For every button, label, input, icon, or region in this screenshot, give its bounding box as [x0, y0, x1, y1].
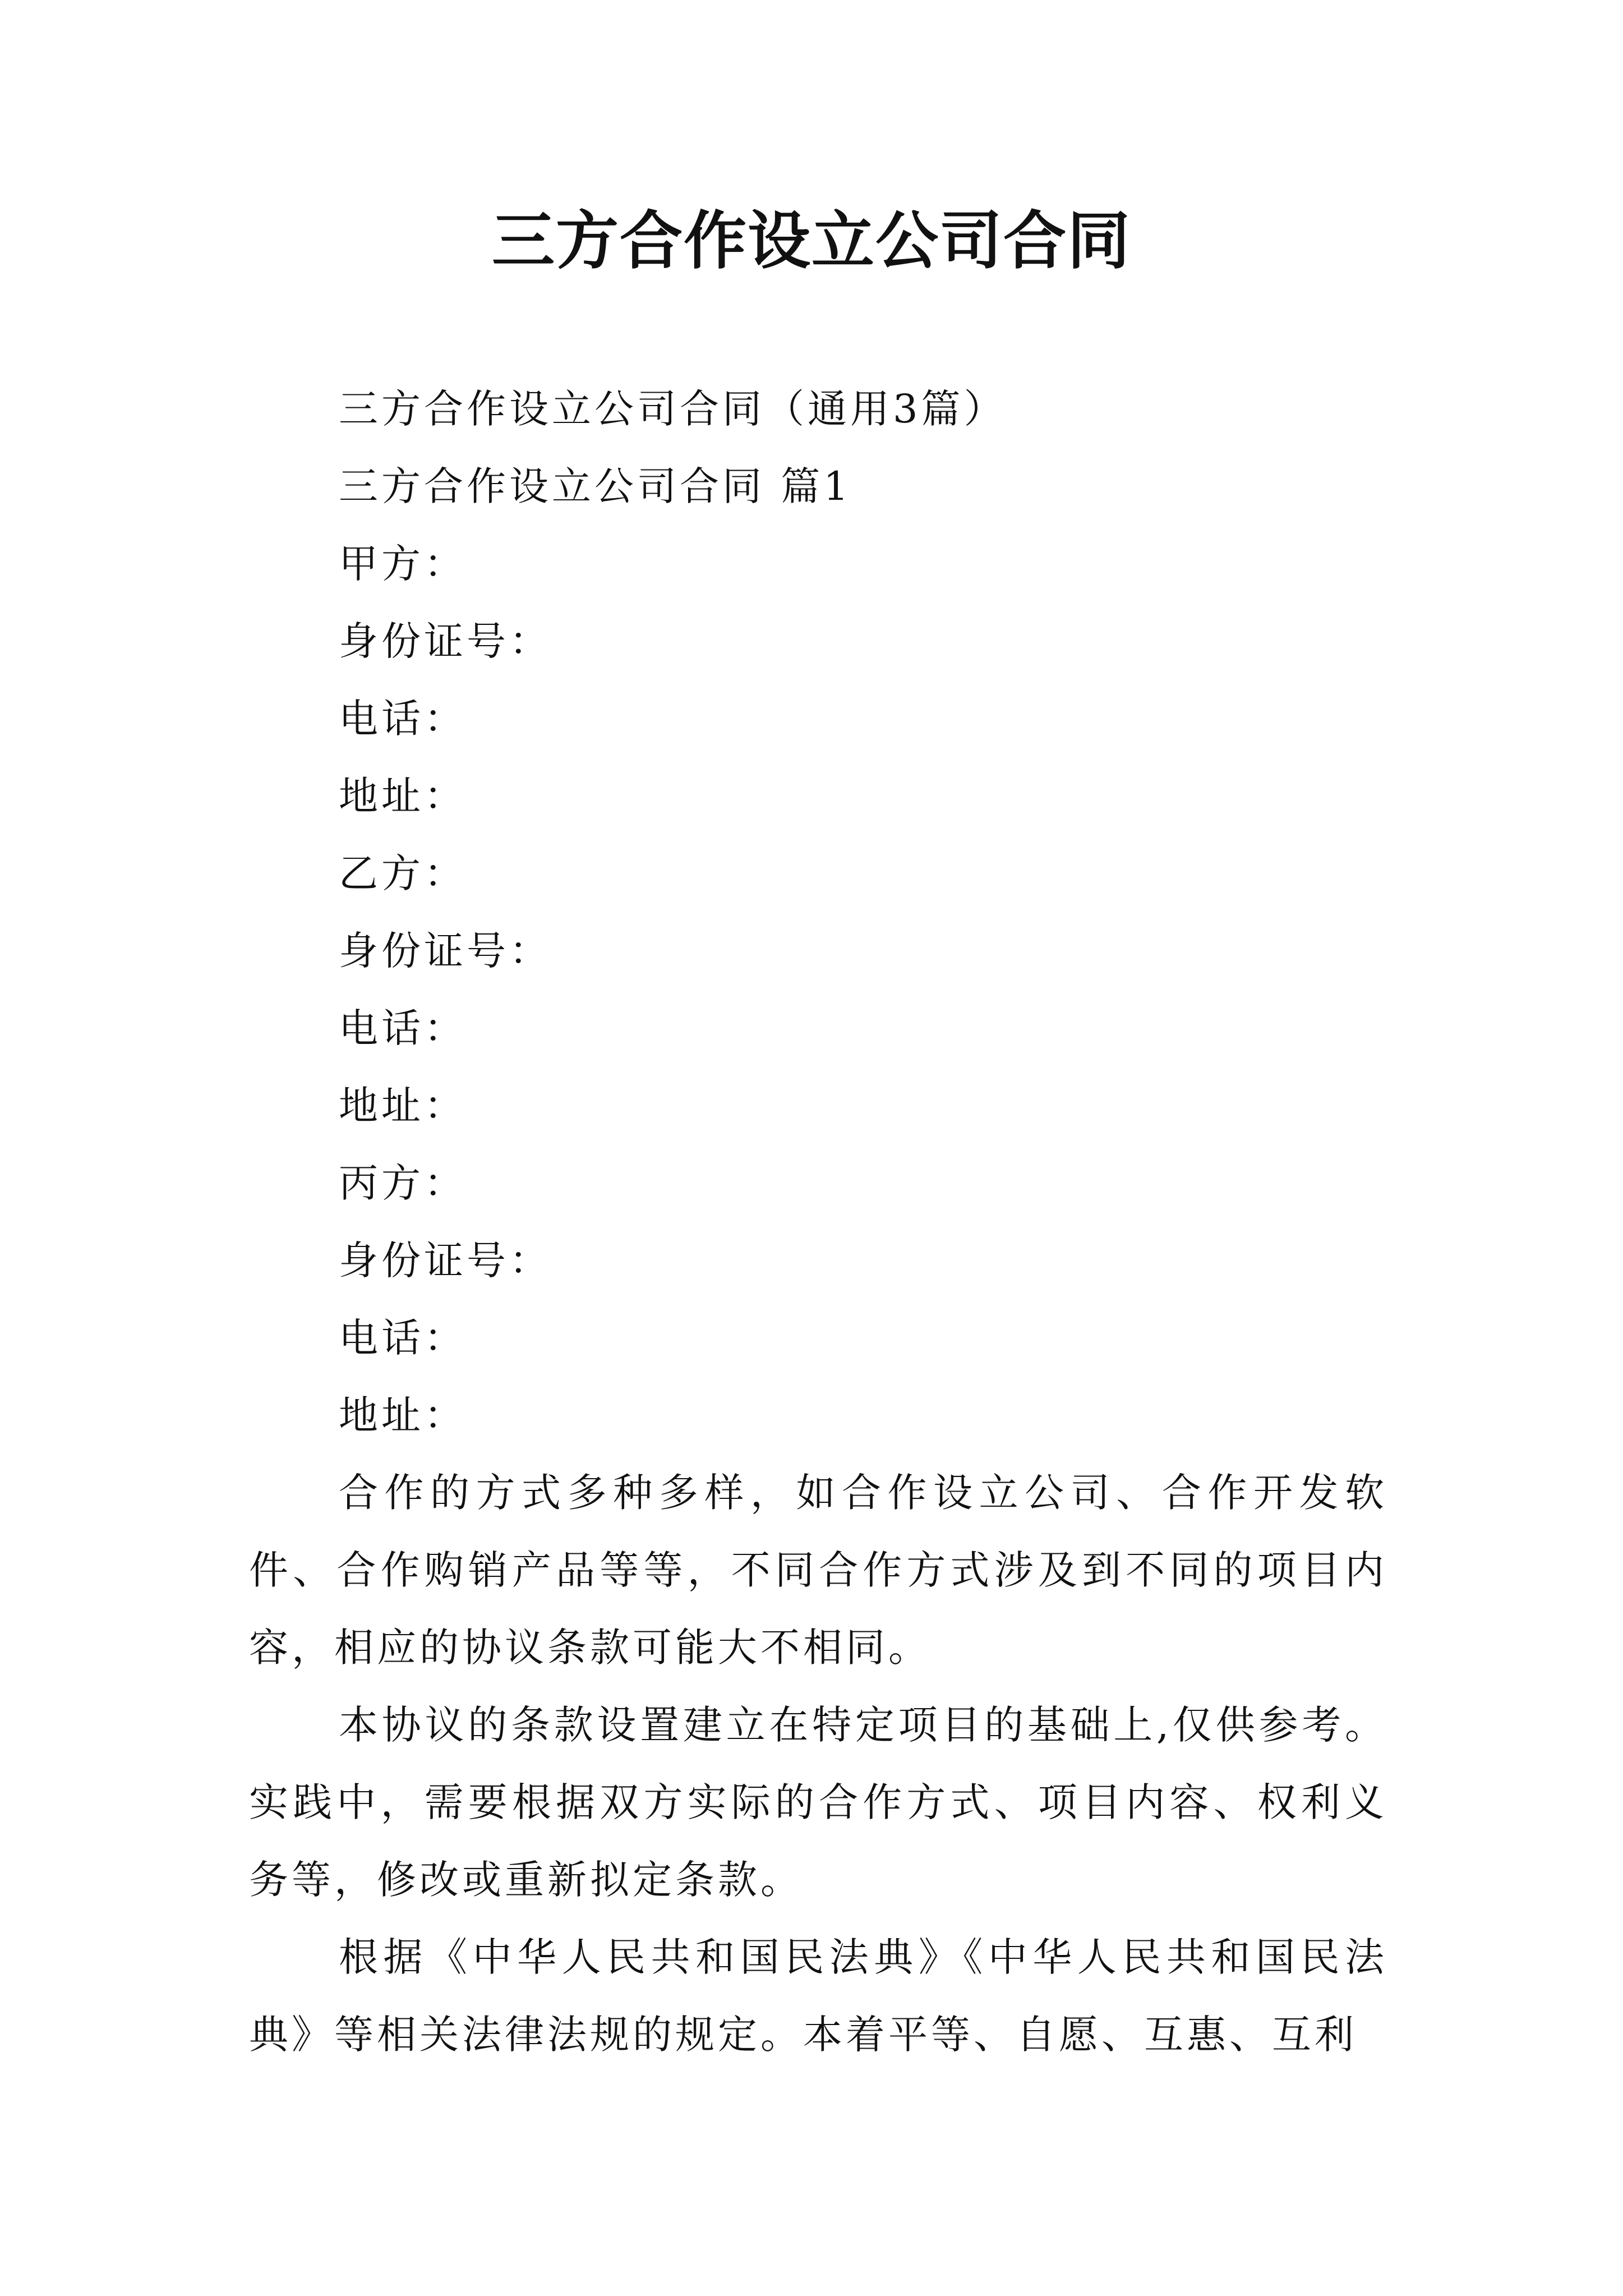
party-a-id-label: 身份证号：: [339, 618, 552, 664]
section-heading: 三方合作设立公司合同 篇1: [339, 463, 852, 509]
party-c-label: 丙方：: [339, 1160, 467, 1206]
paragraph-legal-basis: 根据《中华人民共和国民法典》《中华人民共和国民法典》等相关法律法规的规定。本着平等、自愿、互惠、互利: [249, 1934, 1387, 2058]
party-b-label: 乙方：: [339, 850, 467, 896]
party-c-phone-label: 电话：: [339, 1315, 467, 1361]
party-a-phone-label: 电话：: [339, 696, 467, 742]
subtitle-line: 三方合作设立公司合同（通用3篇）: [339, 386, 1007, 432]
party-b-phone-label: 电话：: [339, 1005, 467, 1051]
paragraph-cooperation-methods: 合作的方式多种多样，如合作设立公司、合作开发软件、合作购销产品等等，不同合作方式涉及到不同的项目内容，相应的协议条款可能大不相同。: [249, 1470, 1387, 1671]
party-b-id-label: 身份证号：: [339, 928, 552, 974]
party-a-label: 甲方：: [339, 541, 467, 587]
party-c-address-label: 地址：: [339, 1392, 467, 1438]
party-b-address-label: 地址：: [339, 1083, 467, 1129]
document-body: [249, 370, 1387, 2073]
party-a-address-label: 地址：: [339, 773, 467, 819]
party-c-id-label: 身份证号：: [339, 1237, 552, 1283]
paragraph-reference-note: 本协议的条款设置建立在特定项目的基础上,仅供参考。实践中，需要根据双方实际的合作方式、项目内容、权利义务等，修改或重新拟定条款。: [249, 1702, 1387, 1903]
document-title: 三方合作设立公司合同: [492, 204, 1131, 278]
